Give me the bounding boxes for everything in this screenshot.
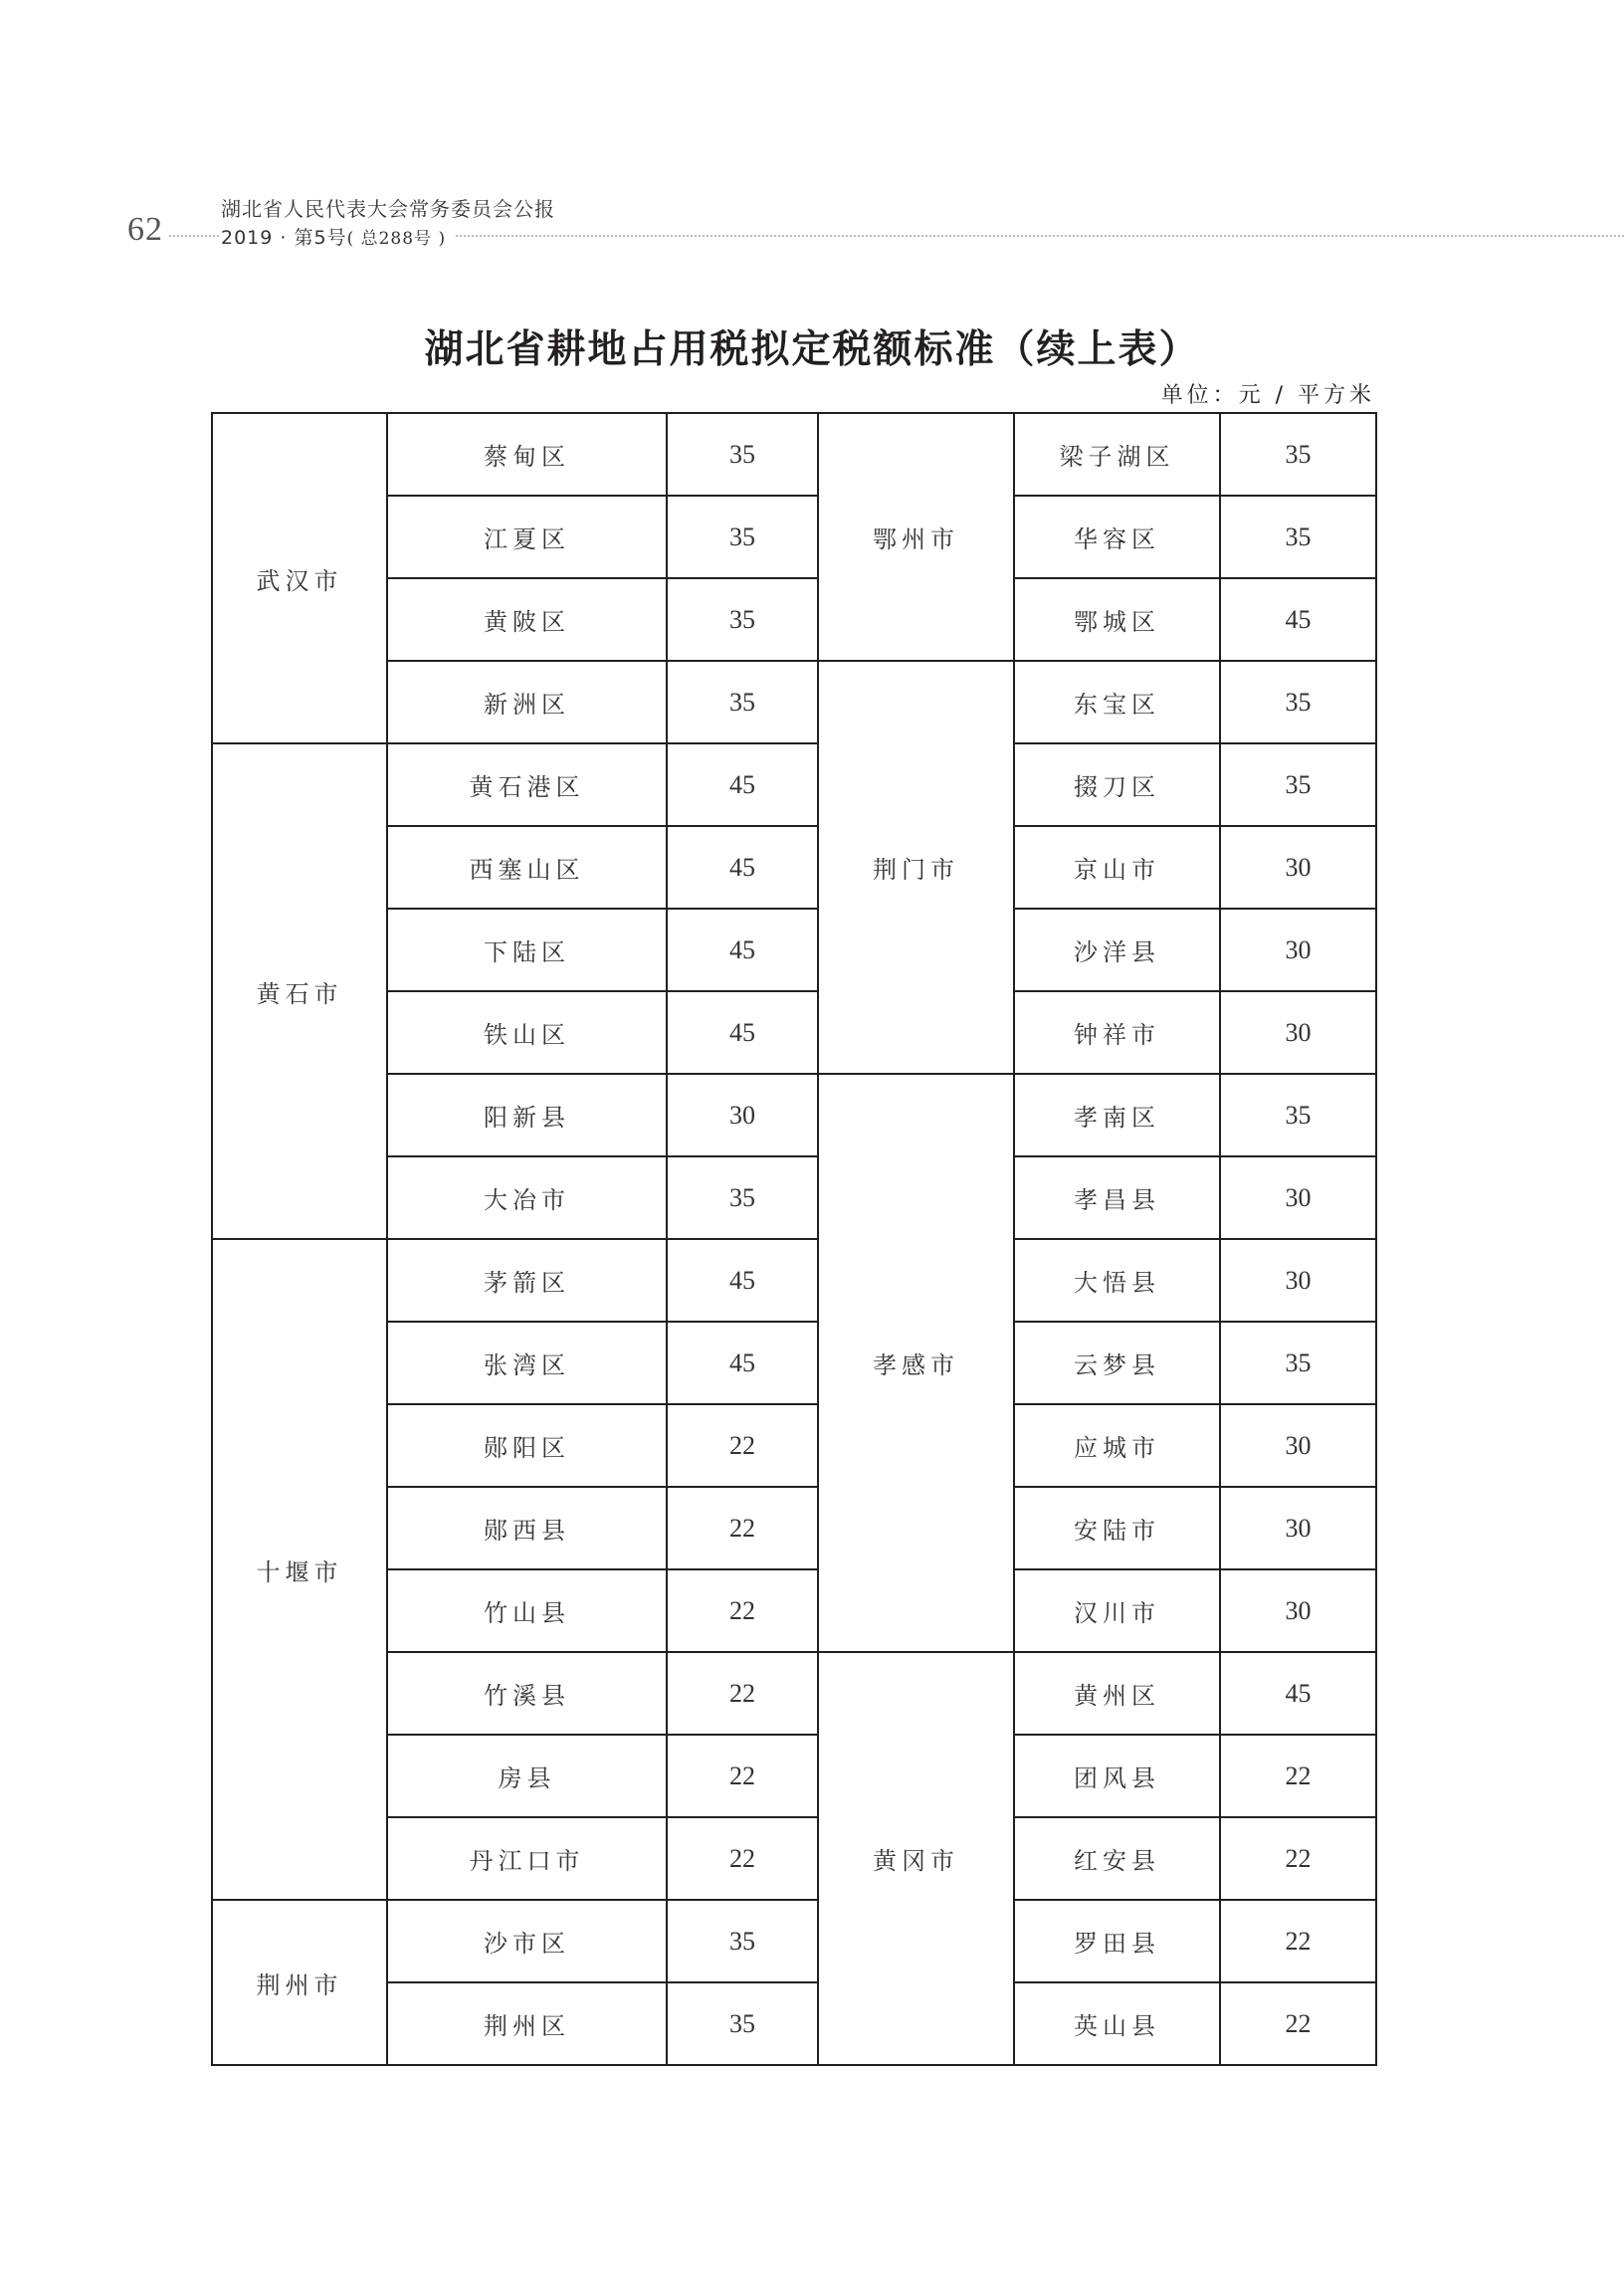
district-cell: 竹溪县 [387, 1652, 667, 1735]
table-row [212, 1322, 1376, 1404]
district-cell: 东宝区 [1014, 661, 1220, 743]
issue-label [221, 223, 454, 250]
district-cell: 丹江口市 [387, 1817, 667, 1900]
district-cell: 鄂城区 [1014, 578, 1220, 661]
district-cell: 钟祥市 [1014, 991, 1220, 1074]
city-cell: 荆州市 [212, 1900, 387, 2065]
district-cell: 大悟县 [1014, 1239, 1220, 1322]
city-cell: 黄石市 [212, 743, 387, 1239]
rate-cell: 45 [667, 1322, 818, 1404]
district-cell: 房县 [387, 1735, 667, 1817]
district-cell: 张湾区 [387, 1322, 667, 1404]
rate-cell: 22 [667, 1735, 818, 1817]
table-row [212, 909, 1376, 991]
table-row [212, 1900, 1376, 1982]
district-cell: 梁子湖区 [1014, 413, 1220, 496]
rate-cell: 30 [667, 1074, 818, 1156]
district-cell: 西塞山区 [387, 826, 667, 909]
district-cell: 罗田县 [1014, 1900, 1220, 1982]
district-cell: 英山县 [1014, 1982, 1220, 2065]
city-cell: 荆门市 [818, 661, 1014, 1074]
city-cell: 黄冈市 [818, 1652, 1014, 2065]
document-title: 湖北省耕地占用税拟定税额标准（续上表） [424, 327, 1200, 372]
table-row [212, 496, 1376, 578]
rate-cell: 45 [667, 1239, 818, 1322]
unit-label: 单位：元 / 平方米 [1160, 383, 1375, 408]
table-row [212, 1817, 1376, 1900]
rate-cell: 35 [667, 661, 818, 743]
publication-title: 湖北省人民代表大会常务委员会公报 [221, 197, 555, 221]
rate-cell: 35 [667, 578, 818, 661]
district-cell: 黄州区 [1014, 1652, 1220, 1735]
table-row [212, 1156, 1376, 1239]
district-cell: 红安县 [1014, 1817, 1220, 1900]
district-cell: 阳新县 [387, 1074, 667, 1156]
rate-cell: 35 [667, 496, 818, 578]
rate-cell: 35 [1220, 661, 1376, 743]
rate-cell: 30 [1220, 1156, 1376, 1239]
rate-cell: 35 [667, 1156, 818, 1239]
district-cell: 新洲区 [387, 661, 667, 743]
rate-cell: 35 [1220, 743, 1376, 826]
table-row [212, 661, 1376, 743]
district-cell: 荆州区 [387, 1982, 667, 2065]
rate-cell: 35 [1220, 413, 1376, 496]
rate-cell: 35 [1220, 496, 1376, 578]
page-number: 62 [127, 211, 163, 248]
rate-cell: 35 [667, 413, 818, 496]
rate-cell: 22 [667, 1817, 818, 1900]
district-cell: 孝昌县 [1014, 1156, 1220, 1239]
district-cell: 安陆市 [1014, 1487, 1220, 1569]
district-cell: 下陆区 [387, 909, 667, 991]
table-row [212, 413, 1376, 496]
table-row [212, 826, 1376, 909]
city-cell: 十堰市 [212, 1239, 387, 1900]
district-cell: 掇刀区 [1014, 743, 1220, 826]
district-cell: 黄石港区 [387, 743, 667, 826]
table-row [212, 1239, 1376, 1322]
city-cell: 鄂州市 [818, 413, 1014, 661]
city-cell: 孝感市 [818, 1074, 1014, 1652]
district-cell: 云梦县 [1014, 1322, 1220, 1404]
rate-cell: 22 [1220, 1982, 1376, 2065]
rate-cell: 22 [667, 1404, 818, 1487]
rate-cell: 45 [1220, 1652, 1376, 1735]
district-cell: 竹山县 [387, 1569, 667, 1652]
rate-cell: 22 [667, 1487, 818, 1569]
tax-rate-table [211, 412, 1377, 2066]
rate-cell: 45 [1220, 578, 1376, 661]
table-row [212, 1652, 1376, 1735]
issue-total: ( 总288号 ) [346, 229, 447, 249]
rate-cell: 35 [1220, 1322, 1376, 1404]
rate-cell: 30 [1220, 909, 1376, 991]
table-row [212, 991, 1376, 1074]
district-cell: 江夏区 [387, 496, 667, 578]
rate-cell: 30 [1220, 1404, 1376, 1487]
rate-cell: 45 [667, 743, 818, 826]
rate-cell: 30 [1220, 826, 1376, 909]
rate-cell: 30 [1220, 1239, 1376, 1322]
district-cell: 铁山区 [387, 991, 667, 1074]
table-row [212, 578, 1376, 661]
district-cell: 沙市区 [387, 1900, 667, 1982]
table-row [212, 1404, 1376, 1487]
table-row [212, 1487, 1376, 1569]
rate-cell: 22 [667, 1652, 818, 1735]
rate-cell: 45 [667, 826, 818, 909]
district-cell: 京山市 [1014, 826, 1220, 909]
table-row [212, 1074, 1376, 1156]
table-row [212, 1982, 1376, 2065]
rate-cell: 22 [667, 1569, 818, 1652]
table-row [212, 743, 1376, 826]
rate-cell: 35 [1220, 1074, 1376, 1156]
district-cell: 黄陂区 [387, 578, 667, 661]
district-cell: 应城市 [1014, 1404, 1220, 1487]
district-cell: 蔡甸区 [387, 413, 667, 496]
rate-cell: 35 [667, 1900, 818, 1982]
rate-cell: 22 [1220, 1735, 1376, 1817]
rate-cell: 45 [667, 909, 818, 991]
district-cell: 汉川市 [1014, 1569, 1220, 1652]
table-row [212, 1735, 1376, 1817]
rate-cell: 22 [1220, 1817, 1376, 1900]
district-cell: 大冶市 [387, 1156, 667, 1239]
city-cell: 武汉市 [212, 413, 387, 743]
district-cell: 郧西县 [387, 1487, 667, 1569]
issue-number: 2019 · 第5号 [221, 227, 347, 249]
district-cell: 孝南区 [1014, 1074, 1220, 1156]
district-cell: 沙洋县 [1014, 909, 1220, 991]
district-cell: 郧阳区 [387, 1404, 667, 1487]
rate-cell: 35 [667, 1982, 818, 2065]
district-cell: 茅箭区 [387, 1239, 667, 1322]
district-cell: 团风县 [1014, 1735, 1220, 1817]
district-cell: 华容区 [1014, 496, 1220, 578]
rate-cell: 30 [1220, 1487, 1376, 1569]
table-row [212, 1569, 1376, 1652]
rate-cell: 30 [1220, 991, 1376, 1074]
rate-cell: 30 [1220, 1569, 1376, 1652]
rate-cell: 22 [1220, 1900, 1376, 1982]
rate-cell: 45 [667, 991, 818, 1074]
